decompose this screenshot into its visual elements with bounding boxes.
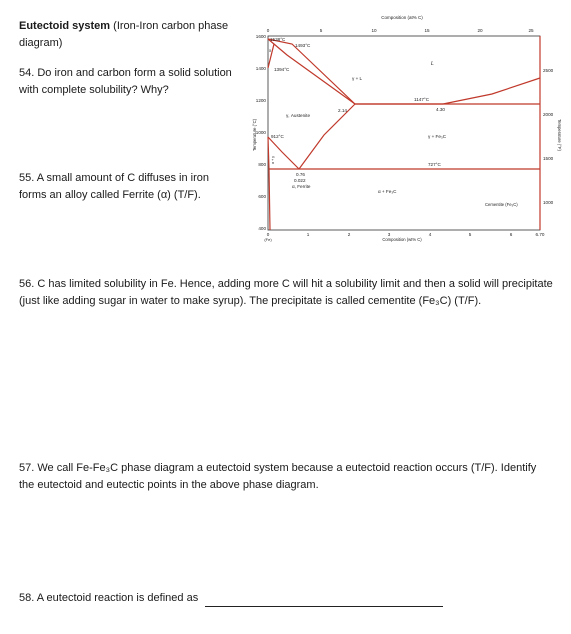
top-tick-15: 15 — [424, 28, 430, 33]
question-58 — [19, 590, 519, 607]
bottom-fe-label: (Fe) — [264, 237, 272, 242]
fe-c-phase-diagram — [252, 10, 562, 242]
label-cementite: Cementite (Fe₃C) — [485, 202, 518, 207]
right-tick-2500: 2500 — [543, 68, 554, 73]
question-56-text: C has limited solubility in Fe. Hence, adding more C will hit a solubility limit and then a solid will precipitate (just like adding sugar in water to make syrup). The precipitate is called cementite (Fe₃C) (T/F). — [19, 278, 553, 307]
question-56 — [19, 276, 559, 310]
bottom-axis-title: Composition (wt% C) — [382, 237, 422, 242]
top-axis-title: Composition (at% C) — [381, 15, 423, 20]
question-57-text: We call Fe-Fe₃C phase diagram a eutectoid system because a eutectoid reaction occurs (T/F). Identify the eutectoid and eutectic points in the above phase diagram. — [19, 462, 537, 491]
question-54 — [19, 65, 249, 99]
question-58-number: 58. — [19, 592, 35, 604]
label-430: 4.30 — [436, 107, 445, 112]
label-1394: 1394°C — [274, 67, 290, 72]
question-58-text: A eutectoid reaction is defined as — [36, 592, 199, 604]
question-55 — [19, 170, 239, 204]
bottom-tick-0: 0 — [266, 232, 270, 237]
label-1493: 1493°C — [295, 43, 311, 48]
top-tick-20: 20 — [477, 28, 483, 33]
right-tick-2000: 2000 — [543, 112, 554, 117]
left-tick-1000: 1000 — [255, 130, 266, 135]
bottom-tick-4: 4 — [428, 232, 432, 237]
label-076: 0.76 — [296, 172, 305, 177]
left-tick-1600: 1600 — [255, 34, 266, 39]
label-214: 2.14 — [338, 108, 347, 113]
left-tick-1400: 1400 — [255, 66, 266, 71]
label-alpha-fe3c: α + Fe₃C — [378, 189, 397, 194]
left-tick-400: 400 — [258, 226, 266, 231]
label-gamma-fe3c: γ + Fe₃C — [428, 134, 447, 139]
plot-frame — [268, 36, 540, 230]
left-tick-1200: 1200 — [255, 98, 266, 103]
label-delta: δ — [269, 48, 272, 53]
label-1147: 1147°C — [414, 97, 430, 102]
label-austenite: γ, Austenite — [286, 113, 311, 118]
bottom-tick-1: 1 — [306, 232, 310, 237]
bottom-tick-3: 3 — [387, 232, 391, 237]
label-727: 727°C — [428, 162, 441, 167]
top-tick-5: 5 — [319, 28, 323, 33]
question-56-number: 56. — [19, 278, 35, 290]
section-title-rest: (Iron-Iron carbon phase diagram) — [19, 20, 229, 49]
label-alpha-gamma: α + γ — [271, 156, 275, 164]
right-axis-title: Temperature (°F) — [557, 119, 562, 151]
liquidus-right — [443, 78, 540, 104]
question-57-number: 57. — [19, 462, 35, 474]
label-liquid: L — [431, 61, 434, 67]
answer-blank-line[interactable] — [205, 594, 443, 607]
section-title-bold: Eutectoid system — [19, 20, 111, 32]
question-57 — [19, 460, 539, 494]
label-912: 912°C — [271, 134, 284, 139]
label-1538: 1538°C — [270, 37, 286, 42]
right-tick-1000: 1000 — [543, 200, 554, 205]
top-tick-0: 0 — [266, 28, 270, 33]
top-tick-10: 10 — [371, 28, 377, 33]
liquidus-left — [268, 39, 443, 104]
bottom-tick-5: 5 — [468, 232, 472, 237]
bottom-tick-670: 6.70 — [535, 232, 545, 237]
left-tick-600: 600 — [258, 194, 266, 199]
bottom-tick-2: 2 — [347, 232, 351, 237]
left-tick-800: 800 — [258, 162, 266, 167]
left-axis-title: Temperature (°C) — [252, 118, 257, 152]
question-55-number: 55. — [19, 172, 35, 184]
right-tick-1500: 1500 — [543, 156, 554, 161]
question-55-text: A small amount of C diffuses in iron forms an alloy called Ferrite (α) (T/F). — [19, 172, 209, 201]
question-54-text: Do iron and carbon form a solid solution with complete solubility? Why? — [19, 67, 232, 96]
bottom-tick-6: 6 — [509, 232, 513, 237]
label-gamma-liquid: γ + L — [352, 76, 363, 81]
section-title — [19, 18, 249, 52]
label-ferrite: α, Ferrite — [292, 184, 311, 189]
label-0022: 0.022 — [294, 178, 306, 183]
question-54-number: 54. — [19, 67, 35, 79]
top-tick-25: 25 — [528, 28, 534, 33]
